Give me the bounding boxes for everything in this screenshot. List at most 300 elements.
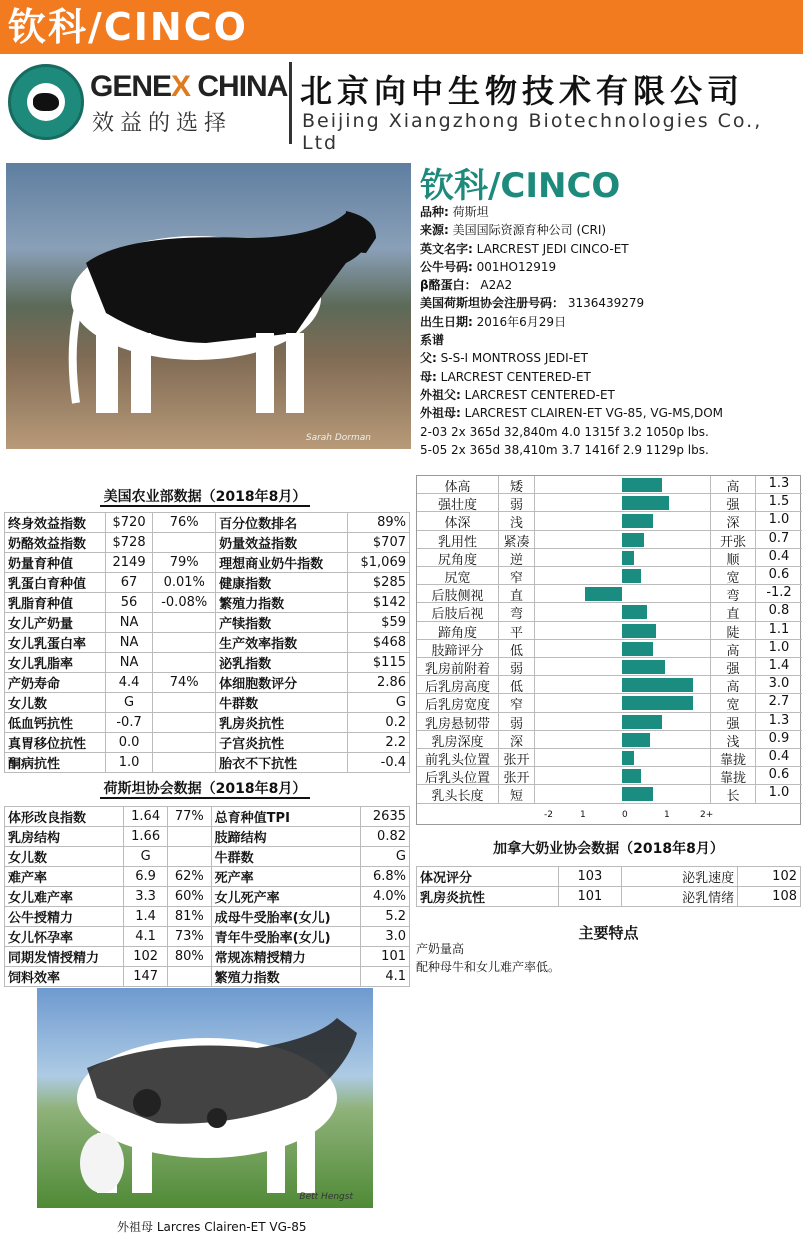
trait-low: 直 [499,585,535,602]
table-cell: 102 [738,867,801,887]
info-value: 美国国际资源育种公司 (CRI) [448,223,607,238]
table-cell: 奶量效益指数 [216,533,348,553]
trait-row [417,567,802,585]
trait-bar [622,733,650,747]
table-cell: 繁殖力指数 [216,593,348,613]
trait-high: 高 [710,640,755,657]
table-cell: 终身效益指数 [5,513,106,533]
table-cell: 生产效率指数 [216,633,348,653]
table-cell: 产奶寿命 [5,673,106,693]
trait-low: 弱 [499,494,535,511]
trait-name: 后肢后视 [417,603,499,620]
table-cell [153,733,216,753]
table-cell: 酮病抗性 [5,753,106,773]
table-cell: 泌乳情绪 [621,887,737,907]
trait-low: 窄 [499,694,535,711]
table-cell: 6.9 [124,867,168,887]
trait-low: 浅 [499,512,535,529]
trait-value: -1.2 [755,585,802,602]
table-row [5,753,410,773]
divider [289,62,292,144]
trait-row [417,731,802,749]
table-cell: 体形改良指数 [5,807,124,827]
info-line [420,349,800,367]
table-cell: 乳脂育种值 [5,593,106,613]
trait-low: 矮 [499,476,535,493]
table-cell: 女儿数 [5,847,124,867]
usda-title: 美国农业部数据（2018年8月） [0,486,410,506]
trait-high: 长 [710,785,755,802]
trait-bar [622,660,665,674]
trait-bar [622,478,662,492]
trait-name: 体高 [417,476,499,493]
table-cell: 1.64 [124,807,168,827]
bull-info [420,203,800,459]
table-cell [167,827,211,847]
table-cell: 0.0 [105,733,153,753]
table-cell: NA [105,633,153,653]
trait-high: 靠拢 [710,749,755,766]
table-cell: 0.82 [361,827,410,847]
trait-row [417,622,802,640]
holstein-table [4,806,410,987]
info-key: 外祖母: [420,406,461,421]
trait-row [417,549,802,567]
table-cell [153,613,216,633]
table-cell: 74% [153,673,216,693]
scale-tick: -2 [544,809,553,820]
info-line [420,240,800,258]
usda-table [4,512,410,773]
trait-low: 窄 [499,567,535,584]
trait-name: 后肢侧视 [417,585,499,602]
info-key: 系谱 [420,333,445,348]
scale-tick: 2+ [700,809,714,820]
trait-bar [622,769,641,783]
trait-low: 深 [499,731,535,748]
table-cell: 60% [167,887,211,907]
trait-name: 体深 [417,512,499,529]
trait-high: 强 [710,658,755,675]
table-cell: 总育种值TPI [211,807,361,827]
table-cell: 肢蹄结构 [211,827,361,847]
table-row [5,927,410,947]
trait-row [417,476,802,494]
table-cell: 103 [559,867,622,887]
table-cell: 女儿数 [5,693,106,713]
trait-name: 乳房悬韧带 [417,713,499,730]
trait-bar [622,696,693,710]
trait-bar [622,569,641,583]
table-cell: 胎衣不下抗性 [216,753,348,773]
banner-title: 钦科/CINCO [8,5,248,49]
info-line [420,203,800,221]
trait-name: 肢蹄评分 [417,640,499,657]
trait-value: 0.4 [755,749,802,766]
trait-bar [622,751,634,765]
info-key: 父: [420,351,437,366]
table-cell: 3.3 [124,887,168,907]
trait-row [417,512,802,530]
table-cell: 同期发情授精力 [5,947,124,967]
table-cell: 56 [105,593,153,613]
info-value: LARCREST CLAIREN-ET VG-85, VG-MS,DOM [460,406,724,421]
trait-low: 紧凑 [499,531,535,548]
info-key: 美国荷斯坦协会注册号码： [420,296,565,311]
trait-value: 0.7 [755,531,802,548]
info-key: 母: [420,369,437,384]
table-cell: 乳蛋白育种值 [5,573,106,593]
table-cell: 常规冻精授精力 [211,947,361,967]
trait-value: 2.7 [755,694,802,711]
trait-row [417,603,802,621]
table-cell: 健康指数 [216,573,348,593]
table-cell: 101 [361,947,410,967]
info-line [420,404,800,422]
table-cell: 百分位数排名 [216,513,348,533]
table-cell: 泌乳指数 [216,653,348,673]
trait-value: 0.8 [755,603,802,620]
table-cell: 77% [167,807,211,827]
trait-value: 1.1 [755,622,802,639]
trait-high: 靠拢 [710,767,755,784]
info-line [420,423,800,441]
trait-value: 0.6 [755,767,802,784]
table-cell: 女儿产奶量 [5,613,106,633]
table-cell: -0.08% [153,593,216,613]
trait-name: 乳头长度 [417,785,499,802]
table-row [5,533,410,553]
scale-tick: 1 [664,809,670,820]
holstein-title: 荷斯坦协会数据（2018年8月） [0,778,410,798]
table-cell: 奶量育种值 [5,553,106,573]
info-line [420,258,800,276]
info-line [420,368,800,386]
features-list [416,940,560,976]
trait-name: 尻角度 [417,549,499,566]
table-cell: $115 [347,653,409,673]
table-cell: 子宫炎抗性 [216,733,348,753]
info-value: 荷斯坦 [448,205,489,219]
info-line [420,386,800,404]
table-row [5,733,410,753]
trait-low: 张开 [499,767,535,784]
table-cell: $1,069 [347,553,409,573]
table-cell: 体况评分 [417,867,559,887]
trait-bar [622,496,669,510]
trait-bar [622,605,647,619]
trait-high: 宽 [710,694,755,711]
table-row [5,553,410,573]
table-cell: 女儿乳脂率 [5,653,106,673]
info-key: β酪蛋白： [420,278,477,293]
table-cell: 1.66 [124,827,168,847]
table-cell: 1.4 [124,907,168,927]
table-cell: 0.01% [153,573,216,593]
trait-bar [622,624,656,638]
trait-name: 前乳头位置 [417,749,499,766]
info-value: 2-03 2x 365d 32,840m 4.0 1315f 3.2 1050p lbs. [420,424,709,439]
table-row [5,633,410,653]
trait-row [417,676,802,694]
table-cell: 产犊指数 [216,613,348,633]
table-cell: 牛群数 [211,847,361,867]
trait-low: 弱 [499,713,535,730]
table-cell: 理想商业奶牛指数 [216,553,348,573]
trait-name: 乳用性 [417,531,499,548]
table-cell: -0.7 [105,713,153,733]
table-cell: 4.0% [361,887,410,907]
trait-value: 1.0 [755,512,802,529]
table-cell [153,713,216,733]
trait-bar [622,514,653,528]
table-cell: 62% [167,867,211,887]
info-key: 英文名字: [420,241,473,256]
table-cell: 乳房结构 [5,827,124,847]
cdn-title: 加拿大奶业协会数据（2018年8月） [493,841,724,857]
info-value: A2A2 [476,278,513,293]
info-value: LARCREST CENTERED-ET [436,369,591,384]
table-cell: 女儿怀孕率 [5,927,124,947]
table-cell: 体细胞数评分 [216,673,348,693]
table-cell: 89% [347,513,409,533]
table-cell [153,753,216,773]
trait-value: 0.4 [755,549,802,566]
trait-name: 后乳房高度 [417,676,499,693]
table-cell: $285 [347,573,409,593]
trait-row [417,749,802,767]
table-cell: 4.4 [105,673,153,693]
dam-cow-illustration [37,988,373,1208]
table-cell: 女儿乳蛋白率 [5,633,106,653]
trait-high: 浅 [710,731,755,748]
table-cell: G [124,847,168,867]
info-value: LARCREST CENTERED-ET [460,387,615,402]
table-cell: NA [105,653,153,673]
info-value: 3136439279 [564,296,645,311]
table-row [5,513,410,533]
info-line [420,331,800,349]
table-row [5,613,410,633]
table-cell: 4.1 [124,927,168,947]
table-cell: 乳房炎抗性 [216,713,348,733]
table-cell: $720 [105,513,153,533]
trait-row [417,767,802,785]
trait-bar [622,787,653,801]
trait-value: 0.6 [755,567,802,584]
table-cell: 死产率 [211,867,361,887]
trait-value: 1.0 [755,785,802,802]
table-cell [153,653,216,673]
table-cell: 73% [167,927,211,947]
table-row [5,593,410,613]
trait-bar [622,551,634,565]
trait-row [417,494,802,512]
info-line [420,276,800,294]
table-row [5,847,410,867]
table-cell: 67 [105,573,153,593]
table-row [5,713,410,733]
table-cell [153,533,216,553]
company-name-en: Beijing Xiangzhong Biotechnologies Co., Ltd [302,110,763,154]
table-cell: G [361,847,410,867]
table-cell: 泌乳速度 [621,867,737,887]
table-cell: 牛群数 [216,693,348,713]
trait-bar [622,715,662,729]
info-line [420,294,800,312]
table-row [5,653,410,673]
table-cell: 饲料效率 [5,967,124,987]
table-cell: 2635 [361,807,410,827]
trait-high: 弯 [710,585,755,602]
trait-row [417,694,802,712]
table-row [5,867,410,887]
trait-value: 3.0 [755,676,802,693]
dam-photo-caption: 外祖母 Larcres Clairen-ET VG-85 [117,1220,307,1234]
trait-value: 1.3 [755,713,802,730]
table-cell: 79% [153,553,216,573]
table-cell: 公牛授精力 [5,907,124,927]
info-key: 外祖父: [420,387,461,402]
trait-name: 后乳头位置 [417,767,499,784]
trait-name: 后乳房宽度 [417,694,499,711]
table-row [5,693,410,713]
table-cell: $142 [347,593,409,613]
trait-row [417,585,802,603]
bull-name: 钦科/CINCO [420,166,621,206]
motto: 效益的选择 [92,111,233,136]
trait-high: 直 [710,603,755,620]
dam-photo-signature: Bett Hengst [299,1192,353,1202]
genex-china-logo: GENEX CHINA [90,70,288,103]
trait-bar [622,533,644,547]
table-cell: 青年牛受胎率(女儿) [211,927,361,947]
table-cell [167,967,211,987]
table-cell: 101 [559,887,622,907]
info-value: 5-05 2x 365d 38,410m 3.7 1416f 2.9 1129p lbs. [420,442,709,457]
table-row [417,887,801,907]
info-key: 公牛号码: [420,259,473,274]
trait-row [417,785,802,803]
bull-photo [6,163,411,449]
trait-low: 短 [499,785,535,802]
info-key: 出生日期: [420,314,473,329]
info-value: LARCREST JEDI CINCO-ET [472,241,629,256]
table-row [5,967,410,987]
feature-item: 配种母牛和女儿难产率低。 [416,960,561,974]
table-cell: 5.2 [361,907,410,927]
table-cell: 乳房炎抗性 [417,887,559,907]
info-line [420,441,800,459]
info-value: 001HO12919 [472,259,557,274]
table-row [5,673,410,693]
feature-item: 产奶量高 [416,942,465,956]
table-cell: $468 [347,633,409,653]
trait-low: 弱 [499,658,535,675]
company-name-cn: 北京向中生物技术有限公司 [300,72,745,110]
trait-high: 强 [710,494,755,511]
trait-bar [585,587,622,601]
table-row [5,887,410,907]
trait-low: 弯 [499,603,535,620]
trait-high: 宽 [710,567,755,584]
table-cell: 147 [124,967,168,987]
table-row [5,573,410,593]
trait-row [417,531,802,549]
xiangzhong-logo-icon [8,64,84,140]
table-cell: $728 [105,533,153,553]
table-row [5,907,410,927]
table-cell: 难产率 [5,867,124,887]
trait-high: 顺 [710,549,755,566]
trait-value: 1.3 [755,476,802,493]
info-key: 来源: [420,223,449,238]
info-key: 品种: [420,205,449,219]
trait-name: 蹄角度 [417,622,499,639]
table-cell: 奶酪效益指数 [5,533,106,553]
table-row [5,947,410,967]
linear-traits-chart [416,475,801,825]
table-cell: $707 [347,533,409,553]
trait-value: 0.9 [755,731,802,748]
table-cell: 1.0 [105,753,153,773]
table-cell [167,847,211,867]
trait-name: 尻宽 [417,567,499,584]
trait-high: 陡 [710,622,755,639]
trait-value: 1.0 [755,640,802,657]
table-cell: 6.8% [361,867,410,887]
info-value: S-S-I MONTROSS JEDI-ET [436,351,588,366]
trait-high: 深 [710,512,755,529]
features-title: 主要特点 [578,924,639,942]
trait-low: 逆 [499,549,535,566]
table-cell: 低血钙抗性 [5,713,106,733]
company-header [0,54,803,154]
trait-row [417,640,802,658]
table-cell: 80% [167,947,211,967]
photo-signature: Sarah Dorman [305,433,371,443]
trait-low: 低 [499,676,535,693]
trait-high: 高 [710,476,755,493]
trait-bar [622,642,653,656]
trait-bar [622,678,693,692]
table-cell: 2.86 [347,673,409,693]
table-cell: 3.0 [361,927,410,947]
holstein-cow-illustration [46,193,376,418]
table-cell: 繁殖力指数 [211,967,361,987]
table-cell: 2149 [105,553,153,573]
trait-row [417,713,802,731]
trait-name: 强壮度 [417,494,499,511]
scale-tick: 1 [580,809,586,820]
table-cell: 81% [167,907,211,927]
scale-tick: 0 [622,809,628,820]
table-cell: 女儿死产率 [211,887,361,907]
table-cell: $59 [347,613,409,633]
table-cell: 108 [738,887,801,907]
table-row [417,867,801,887]
table-cell: 0.2 [347,713,409,733]
dam-photo [37,988,373,1208]
trait-value: 1.4 [755,658,802,675]
trait-low: 低 [499,640,535,657]
table-cell: 4.1 [361,967,410,987]
trait-row [417,658,802,676]
trait-high: 高 [710,676,755,693]
table-cell: 女儿难产率 [5,887,124,907]
table-cell: 真胃移位抗性 [5,733,106,753]
table-cell: NA [105,613,153,633]
